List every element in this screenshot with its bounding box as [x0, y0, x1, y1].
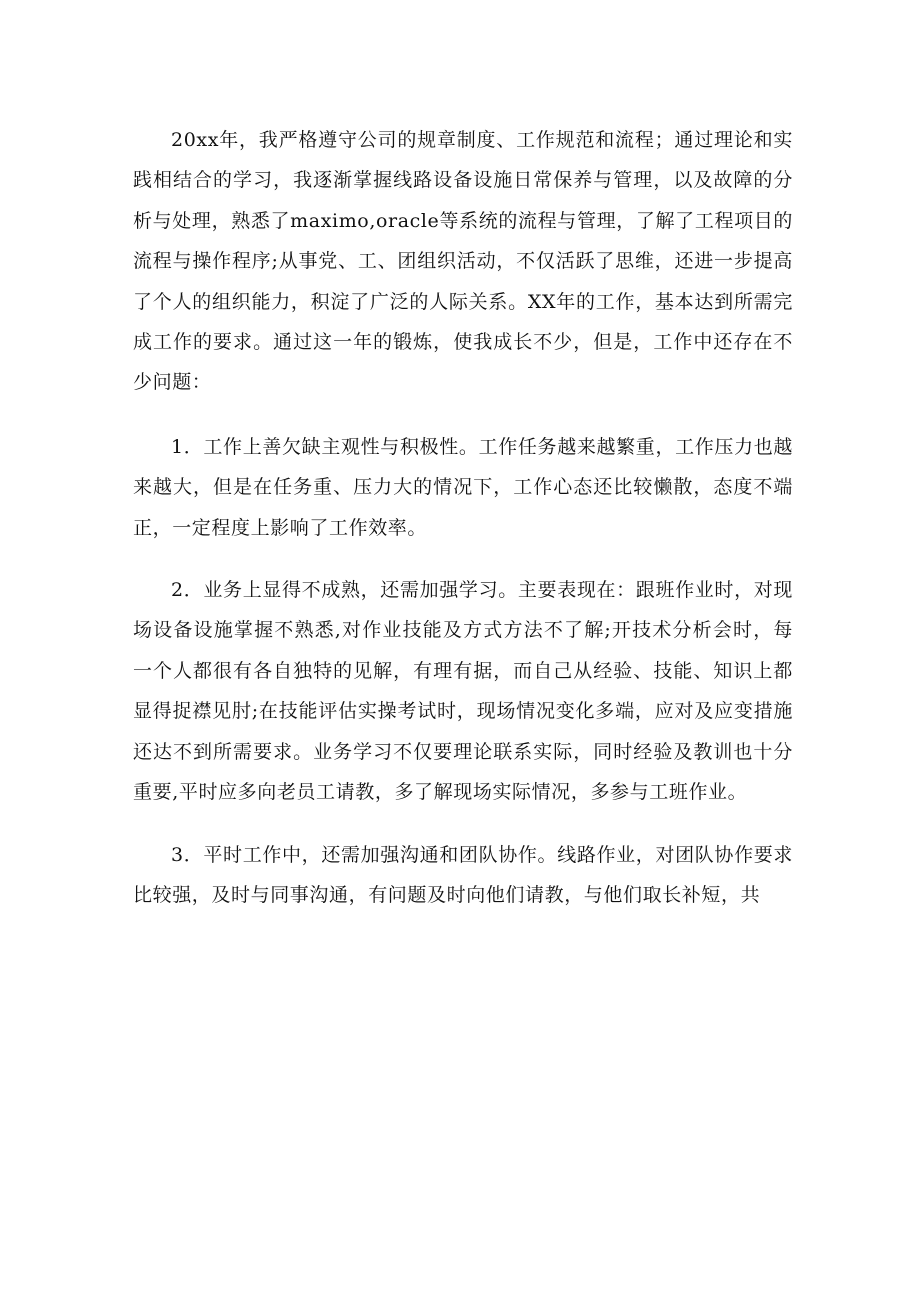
- paragraph-intro: 20xx年，我严格遵守公司的规章制度、工作规范和流程；通过理论和实践相结合的学习，我逐渐掌握线路设备设施日常保养与管理，以及故障的分析与处理，熟悉了maximo,oracle等系统的流程与管理，了解了工程项目的流程与操作程序;从事党、工、团组织活动，不仅活跃了思维，还进一步提高了个人的组织能力，积淀了广泛的人际关系。XX年的工作，基本达到所需完成工作的要求。通过这一年的锻炼，使我成长不少，但是，工作中还存在不少问题：: [133, 129, 793, 394]
- paragraph-item-2: 2．业务上显得不成熟，还需加强学习。主要表现在：跟班作业时，对现场设备设施掌握不熟悉,对作业技能及方式方法不了解;开技术分析会时，每一个人都很有各自独特的见解，有理有据，而自己从经验、技能、知识上都显得捉襟见肘;在技能评估实操考试时，现场情况变化多端，应对及应变措施还达不到所需要求。业务学习不仅要理论联系实际，同时经验及教训也十分重要,平时应多向老员工请教，多了解现场实际情况，多参与工班作业。: [133, 579, 793, 804]
- paragraph-item-1: 1．工作上善欠缺主观性与积极性。工作任务越来越繁重，工作压力也越来越大，但是在任务重、压力大的情况下，工作心态还比较懒散，态度不端正，一定程度上影响了工作效率。: [133, 435, 793, 539]
- document-body: [133, 120, 793, 937]
- paragraph-item-3: 3．平时工作中，还需加强沟通和团队协作。线路作业，对团队协作要求比较强，及时与同事沟通，有问题及时向他们请教，与他们取长补短，共: [133, 843, 793, 906]
